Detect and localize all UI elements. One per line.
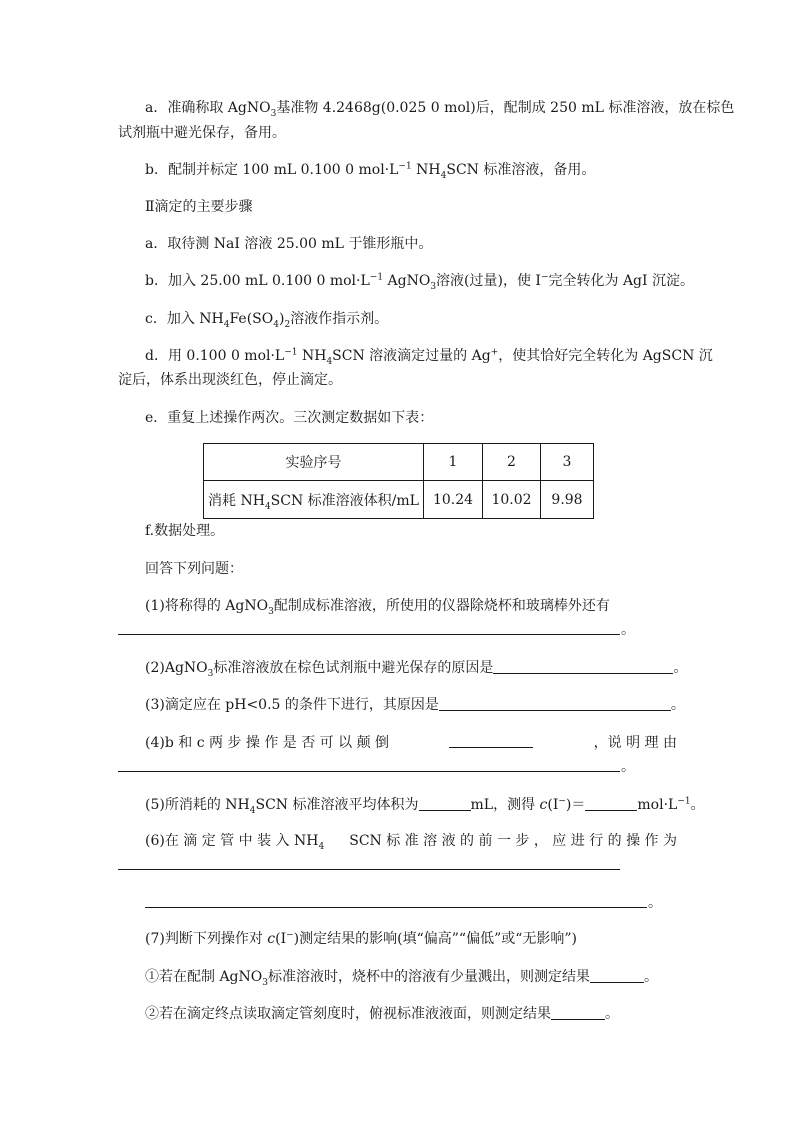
q6-period: 。 bbox=[648, 895, 662, 911]
step-f: f.数据处理。 bbox=[145, 523, 225, 539]
q6-answer-line1[interactable] bbox=[118, 869, 620, 870]
table-header-cell: 1 bbox=[424, 444, 483, 481]
table-cell: 10.02 bbox=[483, 481, 541, 519]
q7-1: ①若在配制 AgNO$_3$标准溶液时，烧杯中的溶液有少量溅出，则测定结果 。 bbox=[145, 969, 658, 988]
prep-b: b．配制并标定 100 mL 0.100 0 $mol\cdot L^{-1}$ $NH_4SCN$ 标准溶液，备用。 bbox=[145, 161, 596, 181]
table-cell: 9.98 bbox=[541, 481, 594, 519]
q3: (3)滴定应在 pH<0.5 的条件下进行，其原因是 。 bbox=[145, 697, 685, 713]
data-table bbox=[203, 443, 594, 519]
table-row bbox=[204, 481, 594, 519]
step-a: a．取待测 NaI 溶液 25.00 mL 于锥形瓶中。 bbox=[145, 236, 433, 252]
q7-1-answer-blank[interactable] bbox=[590, 968, 644, 983]
q1-line1: (1)将称得的 AgNO$_3$配制成标准溶液，所使用的仪器除烧杯和玻璃棒外还有 bbox=[145, 598, 610, 617]
table-header-label: 实验序号 bbox=[204, 444, 424, 481]
steps-heading: Ⅱ滴定的主要步骤 bbox=[145, 199, 253, 215]
q6-answer-line2[interactable] bbox=[145, 907, 647, 908]
step-e: e．重复上述操作两次。三次测定数据如下表： bbox=[145, 410, 434, 426]
q4-answer-blank[interactable] bbox=[449, 733, 533, 748]
q5-concentration-blank[interactable] bbox=[585, 796, 637, 811]
table-header-cell: 3 bbox=[541, 444, 594, 481]
step-c: c．加入 $NH_4Fe(SO_4)_2$溶液作指示剂。 bbox=[145, 311, 389, 330]
table-row-label: 消耗 $NH_4SCN$ 标准溶液体积/mL bbox=[204, 481, 424, 519]
q1-period: 。 bbox=[621, 622, 635, 638]
step-d-line2: 淀后，体系出现淡红色，停止滴定。 bbox=[118, 372, 342, 388]
q7-heading: (7)判断下列操作对 c(I−)测定结果的影响(填“偏高”“偏低”或“无影响”) bbox=[145, 930, 577, 947]
q5-volume-blank[interactable] bbox=[419, 796, 471, 811]
table-cell: 10.24 bbox=[424, 481, 483, 519]
q6-line1: (6)在 滴 定 管 中 装 入 $NH_4$ SCN 标 准 溶 液 的 前 一 步 ， 应 进 行 的 操 作 为 bbox=[145, 833, 677, 852]
questions-intro: 回答下列问题： bbox=[145, 561, 243, 577]
q4-period: 。 bbox=[621, 759, 635, 775]
q7-2-answer-blank[interactable] bbox=[551, 1005, 605, 1020]
q7-2: ②若在滴定终点读取滴定管刻度时，俯视标准液液面，则测定结果 。 bbox=[145, 1006, 619, 1022]
step-b: b．加入 25.00 mL 0.100 0 $mol\cdot L^{-1}$ AgNO$_3$溶液(过量)，使 I−完全转化为 AgI 沉淀。 bbox=[145, 272, 695, 292]
step-d-line1: d．用 0.100 0 $mol\cdot L^{-1}$ $NH_4SCN$ 溶液滴定过量的 Ag+，使其恰好完全转化为 AgSCN 沉 bbox=[145, 347, 713, 367]
table-header-cell: 2 bbox=[483, 444, 541, 481]
q5: (5)所消耗的 $NH_4SCN$ 标准溶液平均体积为 mL，测得 $c(I^-)= mol\cdot L^{-1}$。 bbox=[145, 796, 705, 816]
q3-answer-blank[interactable] bbox=[439, 696, 671, 711]
prep-a-line2: 试剂瓶中避光保存，备用。 bbox=[118, 125, 286, 141]
prep-a-line1: a．准确称取 AgNO$_3$基准物 4.2468g(0.025 0 mol)后，配制成 250 mL 标准溶液，放在棕色 bbox=[145, 100, 735, 119]
table-header-row bbox=[204, 444, 594, 481]
q1-answer-line[interactable] bbox=[118, 634, 620, 635]
q4-line1: (4)b 和 c 两 步 操 作 是 否 可 以 颠 倒 ，说 明 理 由 bbox=[145, 735, 677, 751]
q2: (2)AgNO$_3$标准溶液放在棕色试剂瓶中避光保存的原因是 。 bbox=[145, 660, 688, 679]
q2-answer-blank[interactable] bbox=[493, 659, 673, 674]
q4-answer-line[interactable] bbox=[118, 771, 620, 772]
